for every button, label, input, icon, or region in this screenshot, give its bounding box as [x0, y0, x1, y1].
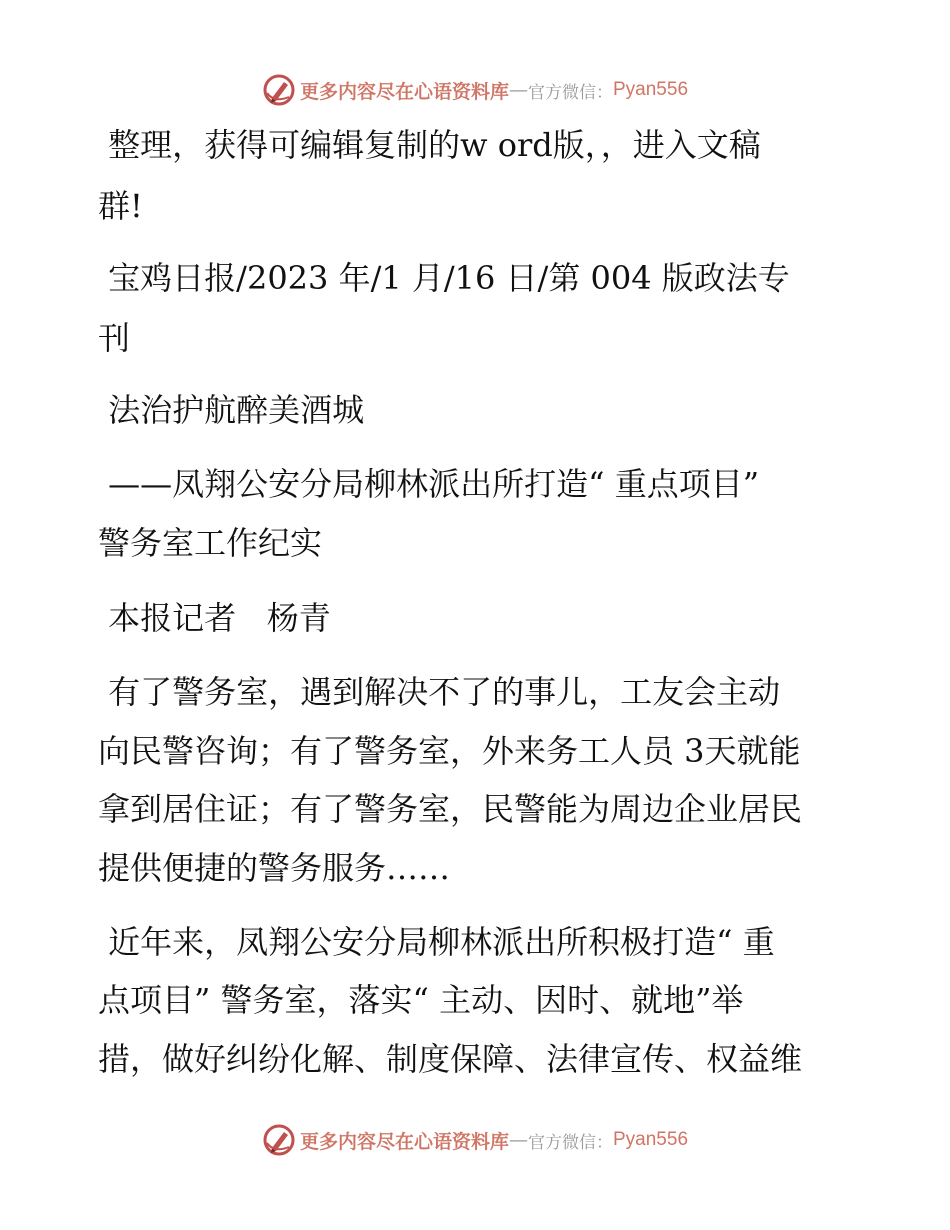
paragraph-1-line-2: 向民警咨询；有了警务室，外来务工人员 3天就能: [98, 732, 801, 770]
article-subtitle-line-1: ——凤翔公安分局柳林派出所打造“ 重点项目”: [98, 465, 760, 503]
paragraph-1-line-4: 提供便捷的警务服务……: [98, 849, 451, 887]
banner-wechat-label: 官方微信：: [528, 1132, 613, 1153]
paragraph-2-line-2: 点项目” 警务室，落实“ 主动、因时、就地”举: [98, 981, 744, 1019]
paragraph-2-line-1: 近年来，凤翔公安分局柳林派出所积极打造“ 重: [98, 923, 775, 961]
banner-site-text: 更多内容尽在心语资料库: [299, 1130, 509, 1153]
article-title: 法治护航醉美酒城: [98, 391, 365, 429]
paragraph-2-line-3: 措，做好纠纷化解、制度保障、法律宣传、权益维: [98, 1040, 803, 1078]
banner-wechat-label: 官方微信：: [528, 82, 613, 103]
source-line-1: 宝鸡日报/2023 年/1 月/16 日/第 004 版政法专: [98, 259, 790, 297]
banner-wechat-id: Pyan556: [613, 1129, 689, 1150]
paragraph-1-line-1: 有了警务室，遇到解决不了的事儿，工友会主动: [98, 673, 781, 711]
pen-circle-logo-icon: [262, 1123, 296, 1157]
banner-wechat-id: Pyan556: [613, 79, 689, 100]
banner-separator: —: [509, 1129, 528, 1151]
banner-separator: —: [509, 79, 528, 101]
byline: 本报记者 杨青: [98, 599, 331, 637]
pen-circle-logo-icon: [262, 73, 296, 107]
banner-site-text: 更多内容尽在心语资料库: [299, 80, 509, 103]
paragraph-1-line-3: 拿到居住证；有了警务室，民警能为周边企业居民: [98, 790, 803, 828]
intro-line-2: 群!: [98, 187, 143, 225]
footer-banner: [0, 1120, 950, 1160]
header-banner: [0, 70, 950, 110]
source-line-2: 刊: [98, 319, 131, 357]
article-subtitle-line-2: 警务室工作纪实: [98, 524, 323, 562]
intro-line-1: 整理，获得可编辑复制的w ord版，，进入文稿: [98, 126, 761, 164]
